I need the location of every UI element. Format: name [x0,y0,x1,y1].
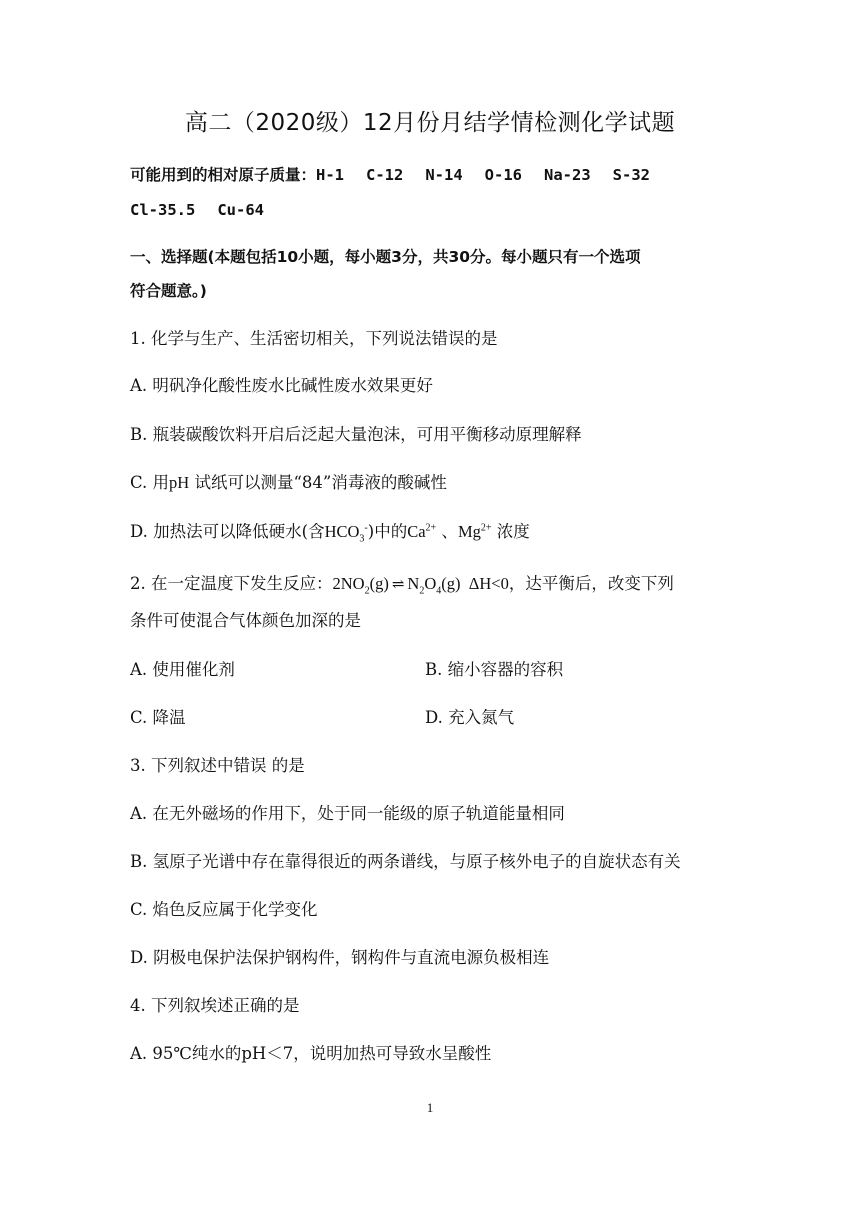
question-stem [130,572,674,597]
formula-text: Mg [457,522,481,541]
option-b: B. 氢原子光谱中存在靠得很近的两条谱线，与原子核外电子的自旋状态有关 [130,852,681,871]
page-title: 高二（2020级）12月份月结学情检测化学试题 [184,110,676,136]
formula-text: Ca [407,522,426,541]
question-stem: 3. 下列叙述中错误 的是 [130,756,305,775]
formula-text: N [407,574,420,593]
formula-superscript: 2+ [480,522,492,534]
bicarbonate-formula [324,522,368,545]
option-c: C. 降温 [130,708,186,727]
option-b: B. 缩小容器的容积 [425,660,564,679]
atomic-mass-item: N-14 [425,166,463,184]
formula-text: O [424,574,437,593]
option-d: D. 充入氮气 [425,708,515,727]
option-d-text: 浓度 [491,522,530,541]
option-b: B. 瓶装碳酸饮料开启后泛起大量泡沫，可用平衡移动原理解释 [130,425,582,444]
section-heading: 一、选择题(本题包括10小题，每小题3分，共30分。每小题只有一个选项 [130,248,641,266]
atomic-mass-item: Cu-64 [217,201,264,219]
option-d: D. 阴极电保护法保护钢构件，钢构件与直流电源负极相连 [130,948,550,967]
formula-subscript: 2 [419,585,425,597]
phase-label: (g) [441,574,461,593]
option-c-text: 试纸可以测量“84”消毒液的酸碱性 [189,473,447,492]
atomic-mass-item: S-32 [612,166,650,184]
atomic-masses-label: 可能用到的相对原子质量： [130,166,317,184]
page-number: 1 [426,1100,434,1115]
atomic-mass-item: Cl-35.5 [130,201,196,219]
formula-subscript: 2 [364,585,370,597]
reaction-equation [332,574,509,597]
magnesium-ion [458,522,492,541]
question-stem: 1. 化学与生产、生活密切相关，下列说法错误的是 [130,329,498,348]
atomic-mass-item: C-12 [366,166,404,184]
option-c [130,471,447,495]
question-stem-suffix: ，达平衡后，改变下列 [508,574,674,593]
question-stem-cont: 条件可使混合气体颜色加深的是 [130,611,361,630]
calcium-ion [407,522,436,541]
formula-superscript: 2+ [425,522,437,534]
ph-term: pH [169,473,190,492]
equilibrium-arrow-icon: ⇌ [391,577,405,593]
atomic-mass-item: Na-23 [544,166,591,184]
atomic-masses-line [130,163,650,187]
phase-label: (g) [369,574,389,593]
question-stem-prefix: 2. 在一定温度下发生反应： [130,574,333,593]
formula-subscript: 4 [436,585,442,597]
option-a: A. 使用催化剂 [130,660,235,679]
option-c: C. 焰色反应属于化学变化 [130,900,318,919]
option-a: A. 在无外磁场的作用下，处于同一能级的原子轨道能量相同 [130,804,565,823]
atomic-mass-item: H-1 [316,166,345,184]
option-a: A. 95℃纯水的pH＜7，说明加热可导致水呈酸性 [130,1044,492,1063]
option-d-prefix: D. 加热法可以降低硬水(含 [130,522,325,541]
formula-subscript: 3 [359,533,365,545]
option-d-sep: 、 [436,522,458,541]
formula-text: HCO [324,522,360,541]
atomic-masses-line-2 [130,198,264,222]
option-d [130,520,530,544]
formula-text: 2NO [332,574,365,593]
atomic-mass-item: O-16 [484,166,522,184]
formula-superscript: - [364,522,368,534]
option-a: A. 明矾净化酸性废水比碱性废水效果更好 [130,376,433,395]
option-c-prefix: C. 用 [130,473,170,492]
question-stem: 4. 下列叙埃述正确的是 [130,996,300,1015]
option-d-mid: )中的 [367,522,408,541]
section-heading-cont: 符合题意。) [130,282,207,300]
enthalpy-change: ΔH<0 [468,574,509,593]
